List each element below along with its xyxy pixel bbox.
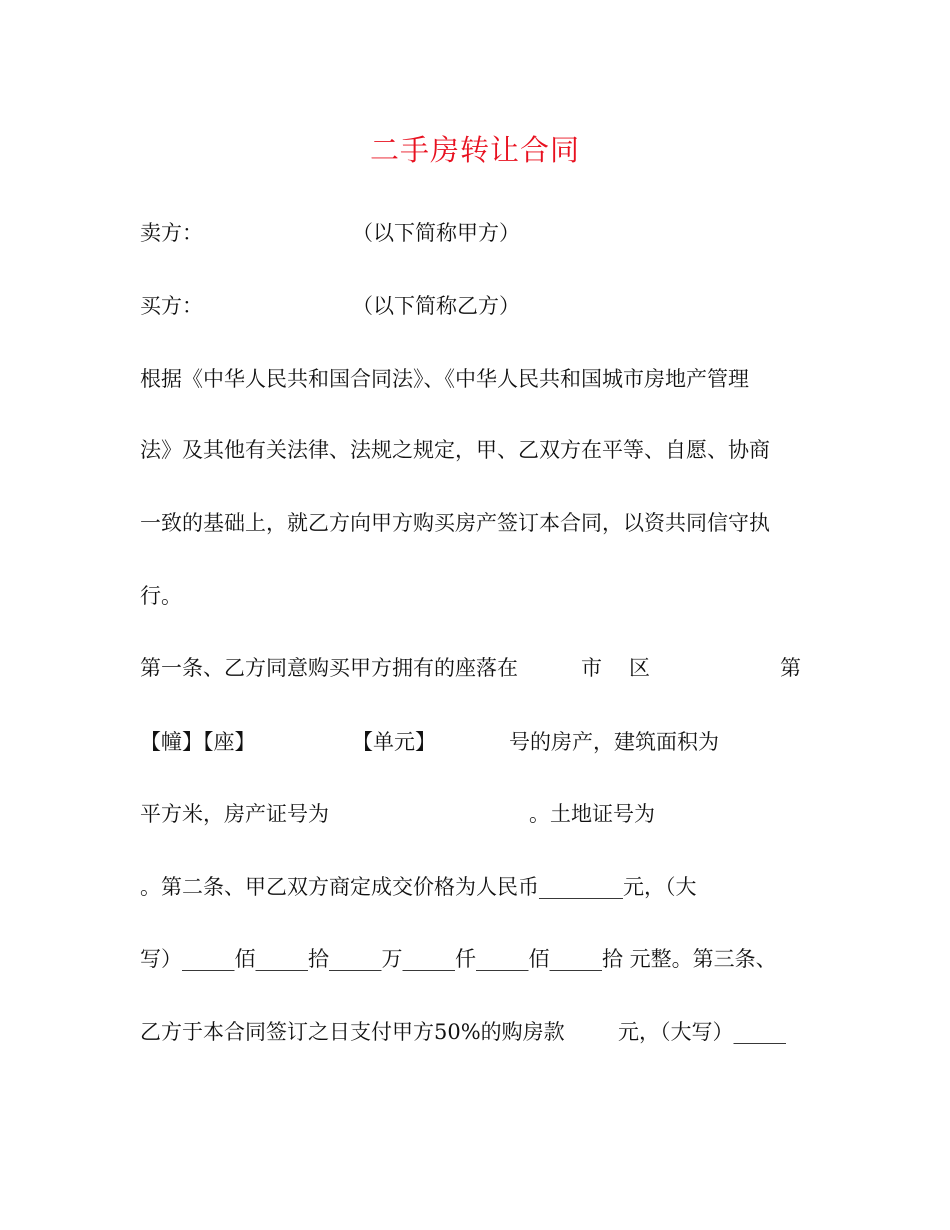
seller-note: （以下简称甲方）	[352, 221, 520, 245]
article1-di: 第	[780, 656, 801, 680]
article1-part1: 第一条、乙方同意购买甲方拥有的座落在	[140, 656, 518, 680]
article1-unit: 【单元】	[352, 730, 436, 754]
article1-area: 平方米，房产证号为	[140, 802, 329, 826]
article3-yuan: 元，（大写）_____	[618, 1020, 786, 1044]
article2-line-2: 写）_____佰_____拾_____万_____仟_____佰_____拾 元整。第三条、	[140, 947, 777, 971]
article3-part1: 乙方于本合同签订之日支付甲方50%的购房款	[140, 1020, 565, 1044]
buyer-note: （以下简称乙方）	[352, 294, 520, 318]
buyer-line	[140, 291, 203, 321]
intro-line-2: 法》及其他有关法律、法规之规定，甲、乙双方在平等、自愿、协商	[140, 438, 770, 462]
intro-line-1: 根据《中华人民共和国合同法》、《中华人民共和国城市房地产管理	[140, 367, 749, 391]
intro-line-3: 一致的基础上，就乙方向甲方购买房产签订本合同，以资共同信守执	[140, 511, 770, 535]
seller-label: 卖方：	[140, 221, 203, 245]
article1-land: 。土地证号为	[529, 802, 655, 826]
intro-line-4: 行。	[140, 584, 182, 608]
article2-line-1: 。第二条、甲乙双方商定成交价格为人民币________元，（大	[140, 875, 697, 899]
seller-line	[140, 218, 203, 248]
article1-building: 【幢】【座】	[140, 730, 256, 754]
article1-district: 区	[629, 656, 650, 680]
page-title: 二手房转让合同	[369, 133, 580, 167]
article1-city: 市	[581, 656, 602, 680]
article1-room: 号的房产，建筑面积为	[509, 730, 719, 754]
buyer-label: 买方：	[140, 294, 203, 318]
